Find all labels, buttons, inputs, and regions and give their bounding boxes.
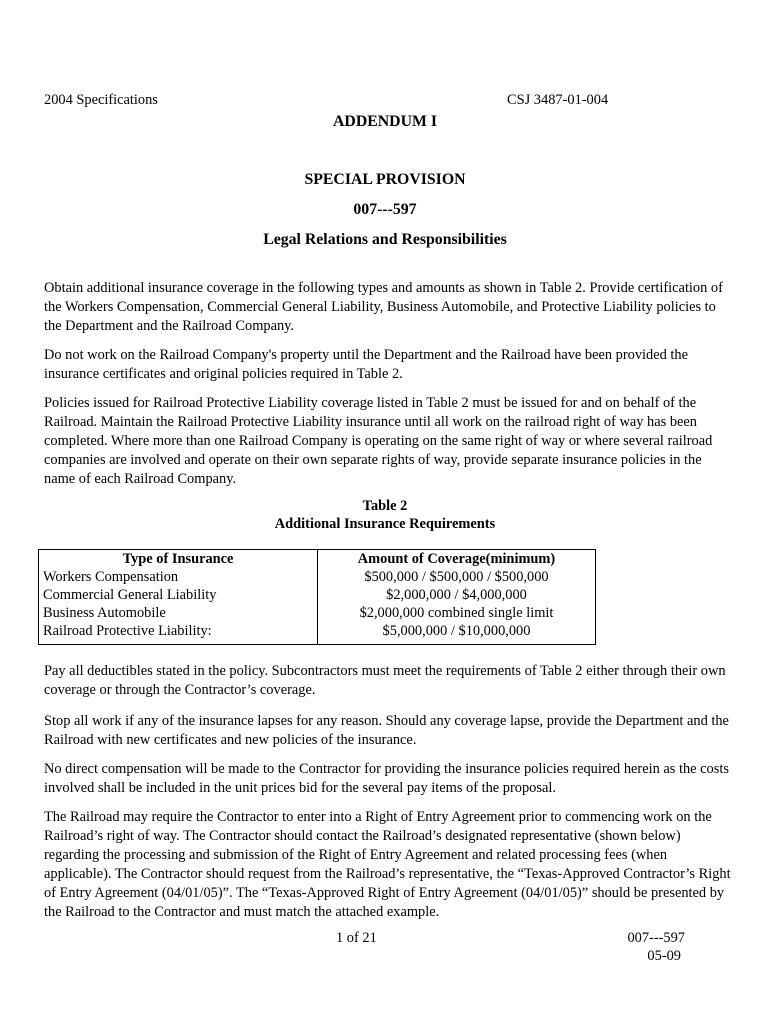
table-cell-type: Railroad Protective Liability: — [39, 622, 318, 645]
paragraph-no-work: Do not work on the Railroad Company's property until the Department and the Railroad have been provided the insurance certificates and original policies required in Table 2. — [44, 347, 689, 382]
table-cell-amount: $500,000 / $500,000 / $500,000 — [318, 568, 596, 586]
paragraph-insurance-coverage: Obtain additional insurance coverage in the following types and amounts as shown in Table 2. Provide certification of the Workers Compensation, Commercial General Liability, Business Automobile, and Protective Liability policies to the Department and the Railroad Company. — [44, 280, 723, 334]
table-cell-type: Business Automobile — [39, 604, 318, 622]
provision-subject: Legal Relations and Responsibilities — [263, 231, 507, 248]
header-csj-number: CSJ 3487-01-004 — [507, 92, 609, 108]
special-provision-title: SPECIAL PROVISION — [304, 171, 466, 188]
table-row — [39, 568, 596, 586]
table-cell-type: Workers Compensation — [39, 568, 318, 586]
table-cell-type: Commercial General Liability — [39, 586, 318, 604]
provision-number: 007---597 — [353, 201, 417, 218]
paragraph-protective-liability: Policies issued for Railroad Protective Liability coverage listed in Table 2 must be issued for and on behalf of the Railroad. Maintain the Railroad Protective Liability insurance until all work on the railroad right of way has been completed. Where more than one Railroad Company is operating on the same right of way or where several railroad companies are involved and operate on their own separate rights of way, provide separate insurance policies in the name of each Railroad Company. — [44, 395, 713, 487]
header-spec-year: 2004 Specifications — [44, 92, 158, 108]
paragraph-deductibles: Pay all deductibles stated in the policy. Subcontractors must meet the requirements of Table 2 either through their own coverage or through the Contractor’s coverage. — [44, 663, 726, 698]
table-title: Additional Insurance Requirements — [274, 516, 496, 532]
table-row — [39, 604, 596, 622]
table-header-amount: Amount of Coverage(minimum) — [318, 550, 596, 569]
table-header-type: Type of Insurance — [39, 550, 318, 569]
table-cell-amount: $2,000,000 combined single limit — [318, 604, 596, 622]
paragraph-right-of-entry: The Railroad may require the Contractor to enter into a Right of Entry Agreement prior to commencing work on the Railroad’s right of way. The Contractor should contact the Railroad’s designated representative (shown below) regarding the processing and submission of the Right of Entry Agreement and related processing fees (when applicable). The Contractor should request from the Railroad’s representative, the “Texas-Approved Contractor’s Right of Entry Agreement (04/01/05)”. The “Texas-Approved Right of Entry Agreement (04/01/05)” should be presented by the Railroad to the Contractor and must match the attached example. — [44, 809, 731, 920]
table-header-row — [39, 550, 596, 569]
footer-provision-code: 007---597 — [627, 930, 685, 946]
paragraph-stop-work: Stop all work if any of the insurance lapses for any reason. Should any coverage lapse, provide the Department and the Railroad with new certificates and new policies of the insurance. — [44, 713, 729, 748]
table-row — [39, 622, 596, 645]
table-cell-amount: $5,000,000 / $10,000,000 — [318, 622, 596, 645]
footer-page-number: 1 of 21 — [336, 930, 377, 946]
table-row — [39, 586, 596, 604]
table-caption: Table 2 — [362, 498, 408, 514]
footer-date-code: 05-09 — [647, 948, 681, 964]
addendum-title: ADDENDUM I — [333, 113, 437, 130]
table-cell-amount: $2,000,000 / $4,000,000 — [318, 586, 596, 604]
paragraph-no-compensation: No direct compensation will be made to the Contractor for providing the insurance policies required herein as the costs involved shall be included in the unit prices bid for the several pay items of the proposal. — [44, 761, 729, 796]
insurance-requirements-table — [38, 549, 596, 645]
